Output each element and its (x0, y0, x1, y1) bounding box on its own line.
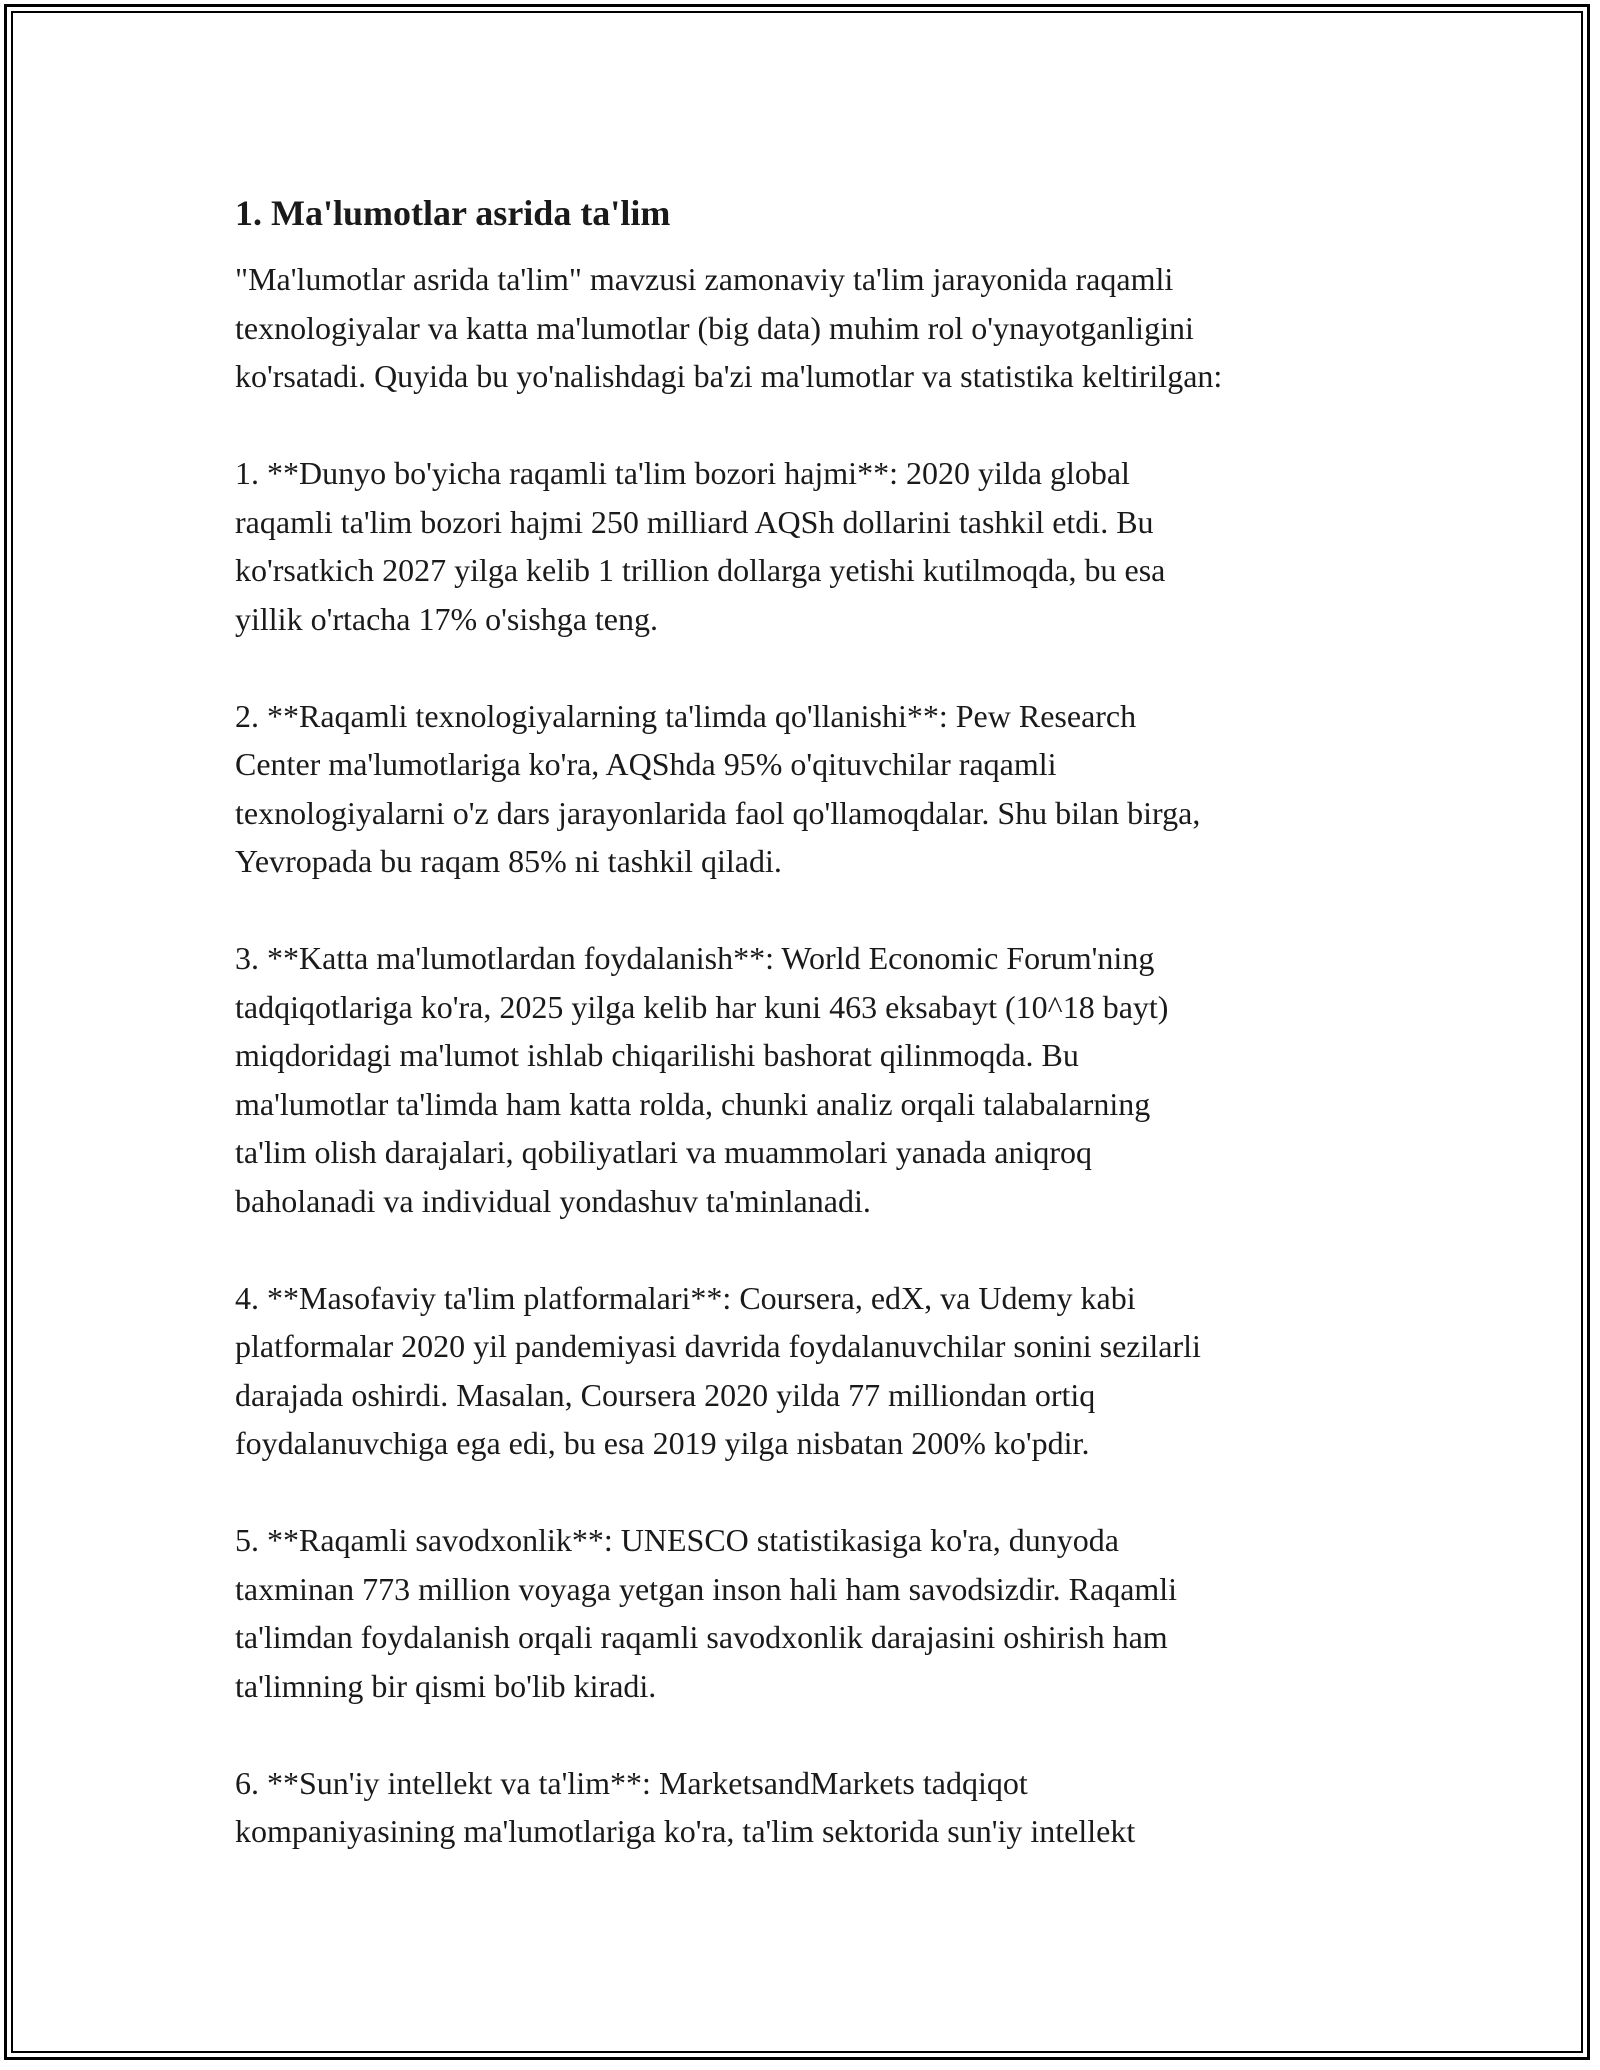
paragraph-line: 1. **Dunyo bo'yicha raqamli ta'lim bozori hajmi**: 2020 yilda global (235, 455, 1130, 491)
paragraph-line: baholanadi va individual yondashuv ta'minlanadi. (235, 1182, 871, 1219)
paragraph-line: "Ma'lumotlar asrida ta'lim" mavzusi zamonaviy ta'lim jarayonida raqamli (235, 261, 1174, 297)
paragraph-line: darajada oshirdi. Masalan, Coursera 2020 yilda 77 milliondan ortiq (235, 1376, 1096, 1413)
paragraph-line: Center ma'lumotlariga ko'ra, AQShda 95% o'qituvchilar raqamli (235, 746, 1057, 782)
paragraph (235, 1516, 1395, 1710)
paragraph-line: ma'lumotlar ta'limda ham katta rolda, chunki analiz orqali talabalarning (235, 1085, 1151, 1122)
section-heading: 1. Ma'lumotlar asrida ta'lim (235, 193, 671, 233)
paragraph-line: ta'limdan foydalanish orqali raqamli savodxonlik darajasini oshirish ham (235, 1619, 1168, 1655)
paragraph (235, 1759, 1395, 1856)
paragraph (235, 255, 1395, 401)
paragraph-line: ta'lim olish darajalari, qobiliyatlari va muammolari yanada aniqroq (235, 1134, 1093, 1170)
paragraph-list (235, 255, 1395, 1856)
paragraph (235, 1274, 1395, 1468)
paragraph-line: texnologiyalarni o'z dars jarayonlarida faol qo'llamoqdalar. Shu bilan birga, (235, 794, 1201, 831)
paragraph-line: platformalar 2020 yil pandemiyasi davrida foydalanuvchilar sonini sezilarli (235, 1328, 1201, 1364)
paragraph (235, 449, 1395, 643)
document-body (235, 185, 1395, 1904)
paragraph-line: 2. **Raqamli texnologiyalarning ta'limda qo'llanishi**: Pew Research (235, 697, 1137, 734)
paragraph-line: ko'rsatadi. Quyida bu yo'nalishdagi ba'zi ma'lumotlar va statistika keltirilgan: (235, 358, 1223, 394)
paragraph-line: 5. **Raqamli savodxonlik**: UNESCO statistikasiga ko'ra, dunyoda (235, 1522, 1119, 1558)
paragraph-line: 3. **Katta ma'lumotlardan foydalanish**: World Economic Forum'ning (235, 940, 1155, 976)
paragraph (235, 692, 1395, 886)
paragraph-line: taxminan 773 million voyaga yetgan inson hali ham savodsizdir. Raqamli (235, 1570, 1178, 1607)
paragraph-line: raqamli ta'lim bozori hajmi 250 milliard AQSh dollarini tashkil etdi. Bu (235, 503, 1154, 540)
paragraph-line: ko'rsatkich 2027 yilga kelib 1 trillion dollarga yetishi kutilmoqda, bu esa (235, 552, 1166, 588)
paragraph-line: 6. **Sun'iy intellekt va ta'lim**: MarketsandMarkets tadqiqot (235, 1764, 1028, 1801)
paragraph-line: miqdoridagi ma'lumot ishlab chiqarilishi bashorat qilinmoqda. Bu (235, 1037, 1079, 1073)
paragraph-line: ta'limning bir qismi bo'lib kiradi. (235, 1667, 657, 1704)
paragraph-line: Yevropada bu raqam 85% ni tashkil qiladi. (235, 843, 782, 879)
paragraph-line: texnologiyalar va katta ma'lumotlar (big data) muhim rol o'ynayotganligini (235, 309, 1194, 346)
paragraph (235, 934, 1395, 1225)
paragraph-line: foydalanuvchiga ega edi, bu esa 2019 yilga nisbatan 200% ko'pdir. (235, 1425, 1090, 1461)
paragraph-line: kompaniyasining ma'lumotlariga ko'ra, ta'lim sektorida sun'iy intellekt (235, 1813, 1136, 1849)
paragraph-line: yillik o'rtacha 17% o'sishga teng. (235, 600, 658, 637)
paragraph-line: 4. **Masofaviy ta'lim platformalari**: Coursera, edX, va Udemy kabi (235, 1279, 1136, 1316)
paragraph-line: tadqiqotlariga ko'ra, 2025 yilga kelib har kuni 463 eksabayt (10^18 bayt) (235, 988, 1169, 1025)
